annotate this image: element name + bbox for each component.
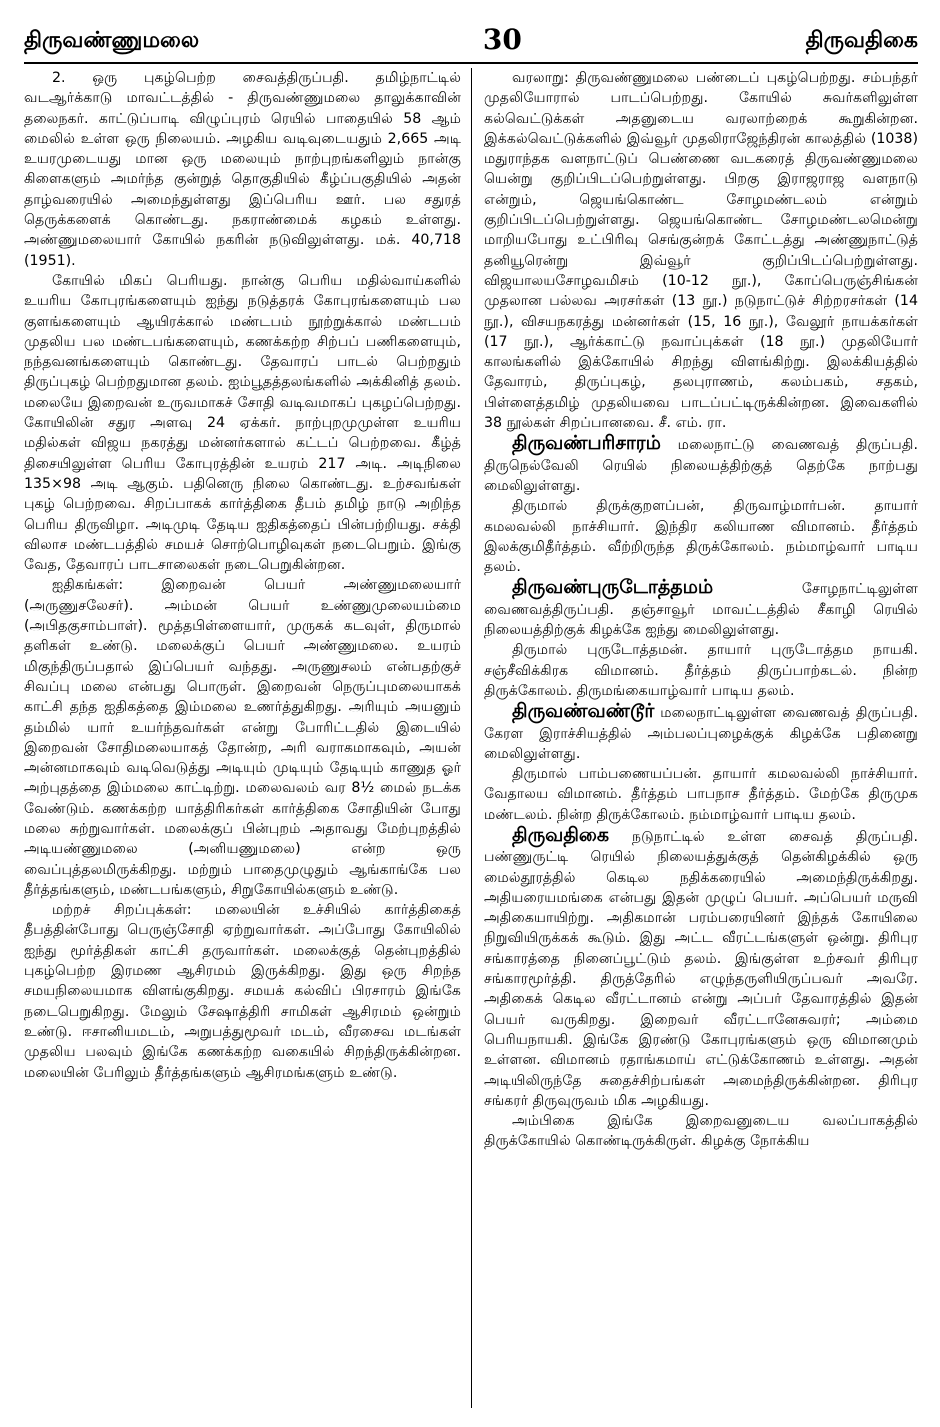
entry-paragraph [484, 764, 918, 825]
right-column [471, 68, 918, 1408]
entry-paragraph [484, 433, 918, 496]
entry-paragraph [484, 1111, 918, 1152]
entry-headword: திருவண்பரிசாரம் [512, 432, 661, 455]
entry-paragraph [484, 496, 918, 577]
entry-paragraph [484, 68, 918, 433]
entry-paragraph [484, 701, 918, 764]
entry-body: மலைநாட்டிலுள்ள வைணவத் திருப்பதி. கேரள இராச்சியத்தில் அம்பலப்புழைக்குக் கிழக்கே பதினைறு மைலிலுள்ளது. [484, 705, 918, 762]
left-column [24, 68, 471, 1408]
paragraph: மற்றச் சிறப்புக்கள்: மலையின் உச்சியில் கார்த்திகைத் தீபத்தின்போது பெருஞ்சோதி ஏற்றுவார்கள். அப்போது கோயிலில் ஐந்து மூர்த்திகள் காட்சி தருவார்கள். மலைக்குத் தென்புறத்தில் புகழ்பெற்ற இரமண ஆசிரமம் இருக்கிறது. இது ஒரு சிறந்த சமயநிலையமாக விளங்குகிறது. சமயக் கல்விப் பிரசாரம் இங்கே நடைபெறுகிறது. மேலும் சேஷாத்திரி சாமிகள் ஆசிரமம் ஒன்றும் உண்டு. ஈசானியமடம், அறுபத்துமூவர் மடம், வீரசைவ மடங்கள் முதலிய பலவும் இங்கே கணக்கற்ற வகையில் சிறந்திருக்கின்றன. மலையின் பேரிலும் தீர்த்தங்களும் ஆசிரமங்களும் உண்டு. [24, 902, 461, 1081]
entry-body: நடுநாட்டில் உள்ள சைவத் திருப்பதி. பண்ணுருட்டி ரெயில் நிலையத்துக்குத் தென்கிழக்கில் ஒரு மைல்தூரத்தில் கெடில நதிக்கரையில் அமைந்திருக்கிறது. அதியரையமங்கை என்பது இதன் முழுப் பெயர். அப்பெயர் மருவி அதிகையாயிற்று. அதிகமான் பரம்பரையினர் இந்தக் கோயிலை நிறுவியிருக்கக் கூடும். இது அட்ட வீரட்டங்களுள் ஒன்று. திரிபுர சங்காரத்தை நினைப்பூட்டும் தலம். இங்குள்ள உற்சவர் திரிபுர சங்காரமூர்த்தி. திருத்தேரில் எழுந்தருளியிருப்பவர் அவரே. அதிகைக் கெடில வீரட்டானம் என்று அப்பர் தேவாரத்தில் இதன் பெயர் வருகிறது. இறைவர் வீரட்டானேசுவரர்; அம்மை பெரியநாயகி. இங்கே இரண்டு கோபுரங்களும் ஒரு விமானமும் உள்ளன. விமானம் ரதாங்கமாய் எட்டுக்கோணம் உள்ளது. அதன் அடியிலிருந்தே சுதைச்சிற்பங்கள் அமைந்திருக்கின்றன. திரிபுர சங்கரர் திருவுருவம் மிக அழகியது. [484, 828, 918, 1109]
entry-paragraph [484, 640, 918, 701]
entry-body: திருமால் திருக்குறளப்பன், திருவாழ்மார்பன். தாயார் கமலவல்லி நாச்சியார். இந்திர கலியாண விமானம். தீர்த்தம் இலக்குமிதீர்த்தம். வீற்றிருந்த திருக்கோலம். நம்மாழ்வார் பாடிய தலம். [484, 498, 918, 576]
paragraph: ஐதிகங்கள்: இறைவன் பெயர் அண்ணுமலையார் (அருணுசலேசர்). அம்மன் பெயர் உண்ணுமுலையம்மை (அபிதகுசாம்பாள்). மூத்தபிள்ளையார், முருகக் கடவுள், திருமால் தளிகள் உண்டு. மலைக்குப் பெயர் அண்ணுமலை. உயரம் மிகுந்திருப்பதால் இப்பெயர் வந்தது. அருணுசலம் என்பதற்குச் சிவப்பு மலை என்பது பொருள். இறைவன் நெருப்புமலையாகக் காட்சி தந்த ஐதிகத்தை இம்மலை உணர்த்துகிறது. அரியும் அயனும் தம்மில் யார் உயர்ந்தவர்கள் என்று போரிட்டதில் இடையில் இறைவன் சோதிமலையாகத் தோன்ற, அரி வராகமாகவும், அயன் அன்னமாகவும் வடிவெடுத்து அடியும் முடியும் தேடியும் காணுத ஓர் அற்புதத்தை இம்மலை காட்டிற்று. மலைவலம் வர 8½ மைல் நடக்க வேண்டும். கணக்கற்ற யாத்திரிகர்கள் கார்த்திகை சோதியின் போது மலை சுற்றுவார்கள். மலைக்குப் பின்புறம் அதாவது மேற்புறத்தில் அடியண்ணுமலை (அனியணுமலை) என்ற ஒரு வைப்புத்தலமிருக்கிறது. மற்றும் பாதைமுழுதும் ஆங்காங்கே பல தீர்த்தங்களும், மண்டபங்களும், சிறுகோயில்களும் உண்டு. [24, 577, 461, 898]
paragraph: 2. ஒரு புகழ்பெற்ற சைவத்திருப்பதி. தமிழ்நாட்டில் வடஆர்க்காடு மாவட்டத்தில் - திருவண்ணுமலை தாலுக்காவின் தலைநகர். காட்டுப்பாடி விழுப்புரம் ரெயில் பாதையில் 58 ஆம் மைலில் உள்ள ஒரு நிலையம். அழகிய வடிவுடையதும் 2,665 அடி உயரமுடையது மான ஒரு மலையும் நாற்புறங்களிலும் நான்கு கிளைகளும் அமர்ந்த குன்றுத் தொகுதியில் கீழ்ப்பகுதியில் அதன் தாழ்வரையில் அமைந்துள்ளது இப்பெரிய ஊர். பல சதுரத் தெருக்களைக் கொண்டது. நகராண்மைக் கழகம் உள்ளது. அண்ணுமலையார் கோயில் நகரின் நடுவிலுள்ளது. மக். 40,718 (1951). [24, 70, 461, 269]
running-head-left: திருவண்ணுமலை [24, 28, 200, 53]
entry-body: வரலாறு: திருவண்ணுமலை பண்டைப் புகழ்பெற்றது. சம்பந்தர் முதலியோரால் பாடப்பெற்றது. கோயில் சுவர்களிலுள்ள கல்வெட்டுக்கள் அதனுடைய வரலாற்றைக் கூறுகின்றன. இக்கல்வெட்டுக்களில் இவ்வூர் முதலிராஜேந்திரன் காலத்தில் (1038) மதுராந்தக வளநாட்டுப் பெண்ணை வடகரைத் திருவண்ணுமலை யென்று குறிப்பிடப்பெற்றுள்ளது. பிறகு இராஜராஜ வளநாடு என்றும், ஜெயங்கொண்ட சோழமண்டலம் என்றும் குறிப்பிடப்பெற்றுள்ளது. ஜெயங்கொண்ட சோழமண்டலமென்று மாறியபோது உட்பிரிவு செங்குன்றக் கோட்டத்து அண்ணுநாட்டுத் தனியூரென்று இவ்வூர் குறிப்பிடப்பெற்றுள்ளது. விஜயாலயசோழவமிசம் (10-12 நூ.), கோப்பெருஞ்சிங்கன் முதலான பல்லவ அரசர்கள் (13 நூ.) நடுநாட்டுச் சிற்றரசர்கள் (14 நூ.), விசயநகரத்து மன்னர்கள் (15, 16 நூ.), வேலூர் நாயக்கர்கள் (17 நூ.), ஆர்க்காட்டு நவாப்புக்கள் (18 நூ.) முதலியோர் காலங்களில் இக்கோயில் சிறந்து விளங்கிற்று. இலக்கியத்தில் தேவாரம், திருப்புகழ், தலபுராணம், கலம்பகம், சதகம், பிள்ளைத்தமிழ் முதலியவை பாடப்பட்டிருக்கின்றன. இவைகளில் 38 நூல்கள் சிறப்பானவை. சீ. எம். ரா. [484, 70, 918, 432]
entry-body: மலைநாட்டு வைணவத் திருப்பதி. திருநெல்வேலி ரெயில் நிலையத்திற்குத் தெற்கே நாற்பது மைலிலுள்ளது. [484, 437, 918, 494]
entry-body: அம்பிகை இங்கே இறைவனுடைய வலப்பாகத்தில் திருக்கோயில் கொண்டிருக்கிருள். கிழக்கு நோக்கிய [484, 1113, 918, 1150]
columns [24, 68, 918, 1408]
entry-headword: திருவண்புருடோத்தமம் [512, 576, 714, 599]
entry-headword: திருவண்வண்டூர் [512, 700, 655, 723]
entry-paragraph [484, 577, 918, 640]
entry-paragraph [484, 825, 918, 1111]
page-header [24, 22, 918, 56]
running-head-right: திருவதிகை [805, 28, 918, 53]
header-rule [24, 62, 918, 64]
entry-body: சோழநாட்டிலுள்ள வைணவத்திருப்பதி. தஞ்சாவூர் மாவட்டத்தில் சீகாழி ரெயில் நிலையத்திற்குக் கிழக்கே ஐந்து மைலிலுள்ளது. [484, 581, 918, 639]
entry-body: திருமால் பாம்பணையப்பன். தாயார் கமலவல்லி நாச்சியார். வேதாலய விமானம். தீர்த்தம் பாபநாச தீர்த்தம். மேற்கே திருமுக மண்டலம். நின்ற திருக்கோலம். நம்மாழ்வார் பாடிய தலம். [484, 766, 918, 823]
paragraph: கோயில் மிகப் பெரியது. நான்கு பெரிய மதில்வாய்களில் உயரிய கோபுரங்களையும் ஐந்து நடுத்தரக் கோபுரங்களையும் பல குளங்களையும் ஆயிரக்கால் மண்டபம் நூற்றுக்கால் மண்டபம் முதலிய பல மண்டபங்களையும், கணக்கற்ற சிற்பப் பணிகளையும், நந்தவனங்களையும் கொண்டது. தேவாரப் பாடல் பெற்றதும் திருப்புகழ் பெற்றதுமான தலம். ஐம்பூதத்தலங்களில் அக்கினித் தலம். மலையே இறைவன் உருவமாகச் சோதி வடிவமாகப் புகழப்பெற்றது. கோயிலின் சதுர அளவு 24 ஏக்கர். நாற்புறமுமுள்ள உயரிய மதில்கள் விஜய நகரத்து மன்னர்களால் கட்டப் பெற்றவை. கீழ்த் திசையிலுள்ள பெரிய கோபுரத்தின் உயரம் 217 அடி. அடிநிலை 135×98 அடி ஆகும். பதினெரு நிலை கொண்டது. உற்சவங்கள் புகழ் பெற்றவை. சிறப்பாகக் கார்த்திகை தீபம் தமிழ் நாடு அறிந்த பெரிய திருவிழா. அடிமுடி தேடிய ஐதிகத்தைப் பின்பற்றியது. சக்தி விலாச மண்டபத்தில் சமயச் சொற்பொழிவுகள் நடைபெறும். இங்கு வேத, தேவாரப் பாடசாலைகள் நடைபெறுகின்றன. [24, 272, 461, 574]
entry-headword: திருவதிகை [512, 823, 610, 846]
page-number: 30 [482, 23, 522, 56]
entry-body: திருமால் புருடோத்தமன். தாயார் புருடோத்தம நாயகி. சஞ்சீவிக்கிரக விமானம். தீர்த்தம் திருப்பாற்கடல். நின்ற திருக்கோலம். திருமங்கையாழ்வார் பாடிய தலம். [484, 642, 918, 699]
